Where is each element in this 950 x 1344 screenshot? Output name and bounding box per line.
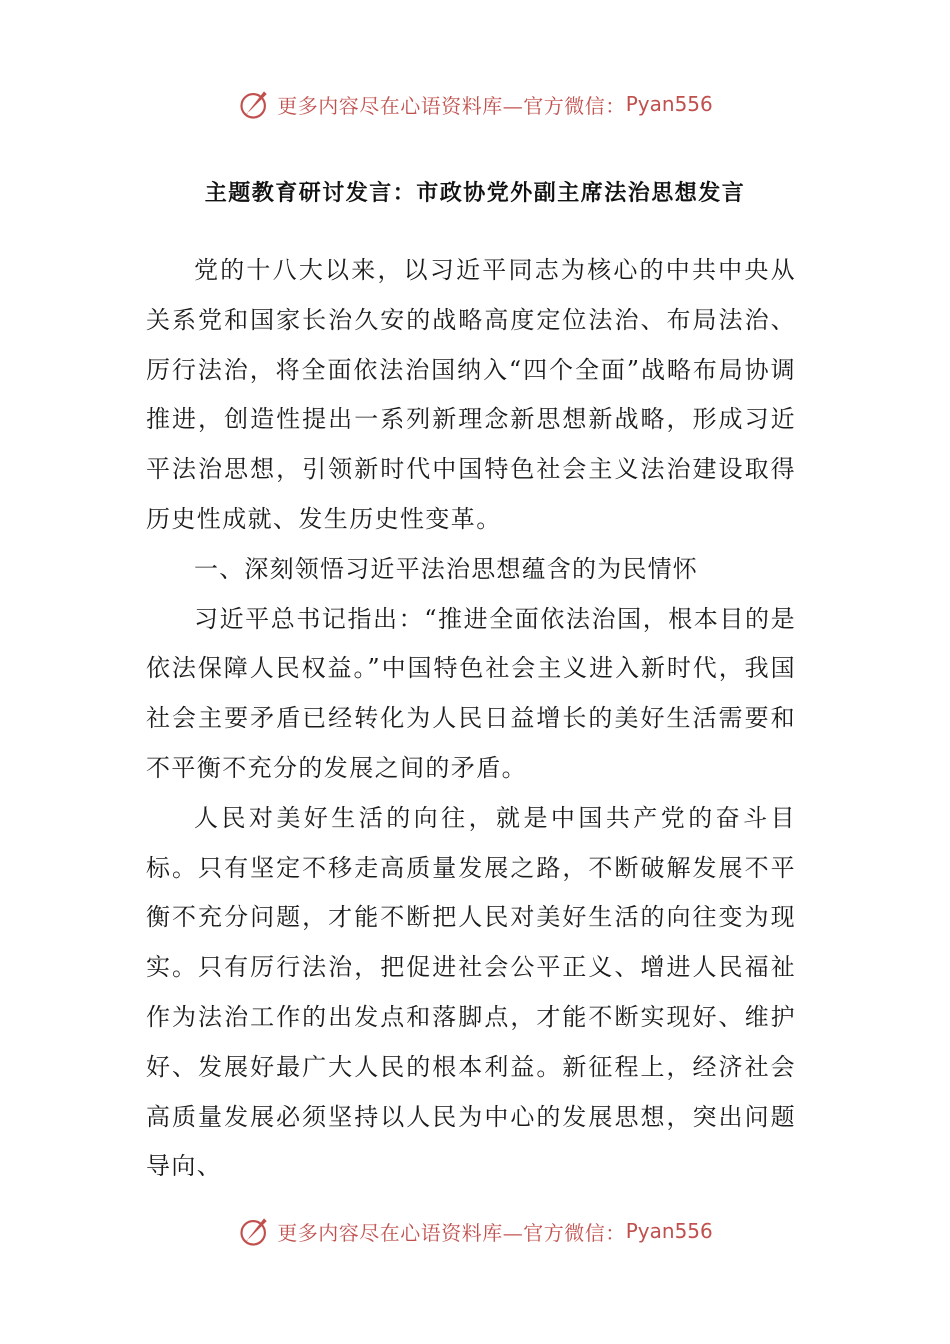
banner-text: 更多内容尽在心语资料库—官方微信： xyxy=(277,1220,626,1245)
document-title: 主题教育研讨发言：市政协党外副主席法治思想发言 xyxy=(204,180,746,206)
paragraph-intro: 党的十八大以来，以习近平同志为核心的中共中央从关系党和国家长治久安的战略高度定位法治、布局法治、厉行法治，将全面依法治国纳入“四个全面”战略布局协调推进，创造性提出一系列新理念新思想新战略，形成习近平法治思想，引领新时代中国特色社会主义法治建设取得历史性成就、发生历史性变革。 xyxy=(146,256,796,533)
section-heading-1: 一、深刻领悟习近平法治思想蕴含的为民情怀 xyxy=(194,554,698,583)
banner-text: 更多内容尽在心语资料库—官方微信： xyxy=(277,93,626,118)
quill-logo-icon xyxy=(237,86,273,122)
paragraph-quote: 习近平总书记指出：“推进全面依法治国，根本目的是依法保障人民权益。”中国特色社会主义进入新时代，我国社会主要矛盾已经转化为人民日益增长的美好生活需要和不平衡不充分的发展之间的矛盾。 xyxy=(146,604,796,782)
paragraph-people: 人民对美好生活的向往，就是中国共产党的奋斗目标。只有坚定不移走高质量发展之路，不断破解发展不平衡不充分问题，才能不断把人民对美好生活的向往变为现实。只有厉行法治，把促进社会公平正义、增进人民福祉作为法治工作的出发点和落脚点，才能不断实现好、维护好、发展好最广大人民的根本利益。新征程上，经济社会高质量发展必须坚持以人民为中心的发展思想，突出问题导向、 xyxy=(146,803,796,1181)
banner-wechat-id: Pyan556 xyxy=(625,92,713,116)
banner-wechat-id: Pyan556 xyxy=(625,1219,713,1243)
quill-logo-icon xyxy=(237,1213,273,1249)
header-watermark-banner xyxy=(0,84,950,124)
document-body xyxy=(146,246,796,1192)
footer-watermark-banner xyxy=(0,1211,950,1251)
